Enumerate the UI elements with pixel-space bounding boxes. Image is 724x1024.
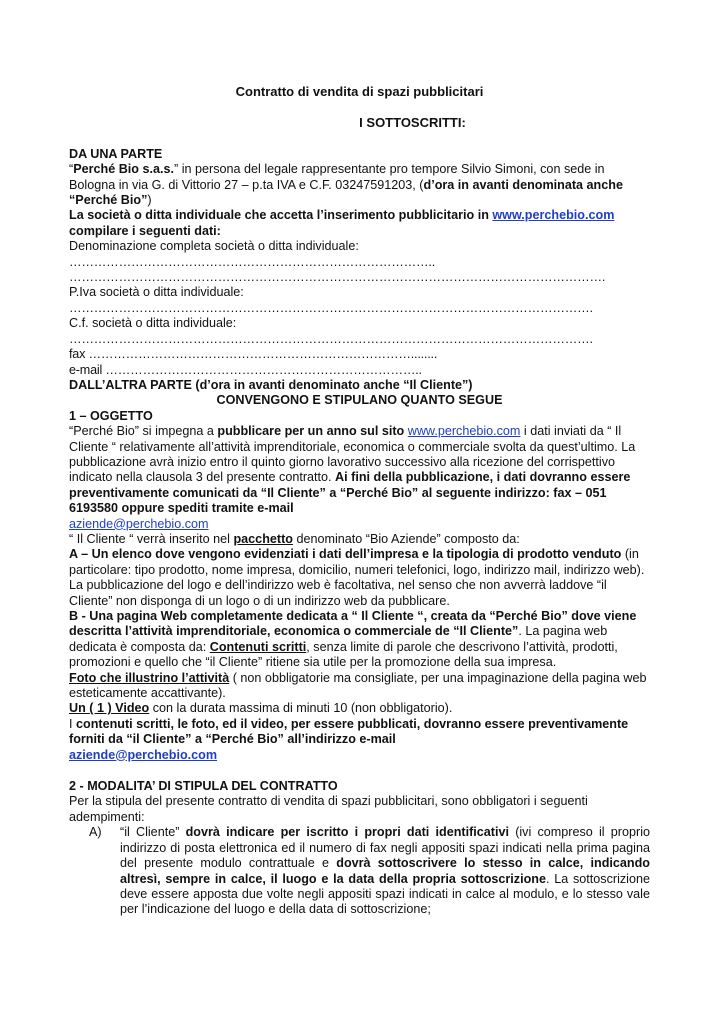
perchebio-link-2[interactable]: www.perchebio.com bbox=[407, 424, 521, 439]
spacer bbox=[69, 763, 650, 779]
item-b-rest-1: . La pagina web dedicata è composta da: bbox=[69, 624, 608, 654]
oggetto-item-a bbox=[69, 547, 650, 609]
contenuti-scritti: Contenuti scritti bbox=[209, 639, 307, 654]
item-a-2: dovrà indicare per iscritto i propri dati identificativi bbox=[185, 825, 509, 840]
oggetto-heading: 1 – OGGETTO bbox=[69, 408, 153, 423]
oggetto-text-a: “Perché Bio” si impegna a bbox=[69, 424, 218, 439]
item-a-bold: A – Un elenco dove vengono evidenziati i dati dell’impresa e la tipologia di prodotto venduto bbox=[69, 547, 622, 562]
list-marker-a: A) bbox=[89, 825, 102, 840]
oggetto-foto bbox=[69, 671, 650, 702]
section-oggetto bbox=[69, 409, 650, 763]
oggetto-p2-c: denominato “Bio Aziende” composto da: bbox=[292, 531, 520, 546]
field-piva-line[interactable]: ………………………………………………………………………………………………………………. bbox=[69, 300, 593, 315]
video-rest: con la durata massima di minuti 10 (non obbligatorio). bbox=[149, 701, 453, 716]
parte-2-heading-rest: (d’ora in avanti denominato anche “Il Cliente”) bbox=[191, 377, 473, 392]
modalita-heading: 2 - MODALITA’ DI STIPULA DEL CONTRATTO bbox=[69, 779, 338, 794]
pacchetto-word: pacchetto bbox=[233, 531, 293, 546]
document-title: Contratto di vendita di spazi pubblicitari bbox=[235, 84, 484, 99]
open-quote: “ bbox=[69, 162, 74, 177]
parte-1-heading: DA UNA PARTE bbox=[69, 146, 163, 161]
modalita-intro: Per la stipula del presente contratto di vendita di spazi pubblicitari, sono obbligatori i seguenti adempimenti: bbox=[69, 794, 588, 824]
society-text: La società o ditta individuale che accetta l’inserimento pubblicitario in bbox=[69, 208, 493, 223]
parte-1-text: ” in persona del legale rappresentante pro tempore Silvio Simoni, con sede in Bologna in via G. di Vittorio 27 – p.ta IVA e C.F. 03247591203, ( bbox=[69, 162, 605, 192]
final-i: I bbox=[69, 716, 76, 731]
list-body-a bbox=[120, 825, 650, 917]
oggetto-paragraph-2 bbox=[69, 532, 650, 547]
society-text-2: compilare i seguenti dati: bbox=[69, 223, 221, 238]
document-subtitle: I SOTTOSCRITTI: bbox=[359, 115, 466, 131]
field-denominazione-label: Denominazione completa società o ditta individuale: bbox=[69, 239, 359, 254]
final-bold: contenuti scritti, le foto, ed il video, per essere pubblicati, dovranno essere preventivamente forniti da “il Cliente” a “Perché Bio” all’indirizzo e-mail bbox=[69, 716, 629, 747]
oggetto-p2-a: “ Il Cliente “ verrà inserito nel bbox=[69, 531, 234, 546]
parte-2-heading-main: DALL’ALTRA PARTE bbox=[69, 377, 192, 392]
video-bold: Un ( 1 ) Video bbox=[69, 701, 150, 716]
oggetto-final bbox=[69, 717, 650, 763]
modalita-list-item-a bbox=[69, 825, 650, 917]
oggetto-text-b: pubblicare per un anno sul sito bbox=[217, 424, 405, 439]
item-b-bold: B - Una pagina Web completamente dedicata a “ Il Cliente “, creata da “Perché Bio” dove viene descritta l’attività imprenditoriale, economica o commerciale de “Il Cliente” bbox=[69, 609, 637, 639]
field-cf-label: C.f. società o ditta individuale: bbox=[69, 316, 237, 331]
oggetto-text-e: Ai fini della pubblicazione, i dati dovranno essere preventivamente comunicati da “Il Cliente” a “Perché Bio” al seguente indirizzo: fax – 051 6193580 oppure spediti tramite e-mail bbox=[69, 470, 631, 516]
company-name: Perché Bio s.a.s. bbox=[73, 162, 175, 177]
society-paragraph bbox=[69, 208, 650, 239]
oggetto-item-b bbox=[69, 609, 650, 671]
parte-1-close: ) bbox=[147, 193, 152, 208]
item-a-rest: (in particolare: tipo prodotto, nome impresa, domicilio, numeri telefonici, logo, indirizzo mail, indirizzo web). La pubblicazione del logo e dell’indirizzo web è facoltativa, nel senso che non avverrà laddove “il Cliente” non disponga di un logo o di un indirizzo web da pubblicare. bbox=[69, 547, 645, 608]
foto-rest: ( non obbligatorie ma consigliate, per una impaginazione della pagina web esteticamente accattivante). bbox=[69, 670, 647, 701]
oggetto-text-d: i dati inviati da “ Il Cliente “ relativamente all’attività imprenditoriale, economica o commerciale svolta da quest’ultimo. La pubblicazione avrà inizio entro il quinto giorno lavorativo successivo alla ricezione del corrispettivo indicato nella clausola 3 del presente contratto. bbox=[69, 424, 636, 485]
oggetto-video bbox=[69, 701, 650, 716]
field-piva-label: P.Iva società o ditta individuale: bbox=[69, 285, 244, 300]
item-b-rest-2: , senza limite di parole che descrivono l’attività, prodotti, promozioni e quello che “il Cliente” ritiene sia utile per la promozione della sua impresa. bbox=[69, 639, 618, 670]
parte-2-heading bbox=[69, 378, 650, 393]
field-denominazione-line-2[interactable]: …………………………………………………………………………………………………………………. bbox=[69, 270, 606, 285]
section-modalita bbox=[69, 779, 650, 918]
field-email-line[interactable]: e-mail ………………………………………………………………….. bbox=[69, 362, 422, 377]
section-parte-2 bbox=[69, 378, 650, 409]
section-parte-1 bbox=[69, 147, 650, 378]
item-a-4: dovrà sottoscrivere lo stesso in calce, indicando altresì, sempre in calce, il luogo e la data della propria sottoscrizione bbox=[120, 856, 650, 886]
parte-1-denominazione: d’ora in avanti denominata anche “Perché Bio” bbox=[69, 177, 623, 208]
parte-1-paragraph bbox=[69, 162, 650, 208]
perchebio-link[interactable]: www.perchebio.com bbox=[492, 208, 615, 223]
field-cf-line[interactable]: ………………………………………………………………………………………………………………. bbox=[69, 331, 593, 346]
oggetto-paragraph-1 bbox=[69, 424, 650, 532]
convengono-heading: CONVENGONO E STIPULANO QUANTO SEGUE bbox=[216, 393, 503, 408]
aziende-email-link-2[interactable]: aziende@perchebio.com bbox=[69, 747, 218, 762]
aziende-email-link[interactable]: aziende@perchebio.com bbox=[69, 516, 209, 531]
field-denominazione-line-1[interactable]: …………………………………………………………………………….. bbox=[69, 254, 436, 269]
foto-bold: Foto che illustrino l’attività bbox=[69, 670, 230, 685]
item-a-3: (ivi compreso il proprio indirizzo di posta elettronica ed il numero di fax negli appositi spazi indicati nella prima pagina del presente modulo contrattuale e bbox=[120, 825, 650, 871]
field-fax-line[interactable]: fax ……………………………………………………………………........ bbox=[69, 347, 438, 362]
item-a-5: . La sottoscrizione deve essere apposta due volte negli appositi spazi indicati in calce al modulo, e lo stesso vale per l’indicazione del luogo e della data di sottoscrizione; bbox=[120, 871, 650, 917]
item-a-1: “il Cliente” bbox=[120, 825, 186, 840]
